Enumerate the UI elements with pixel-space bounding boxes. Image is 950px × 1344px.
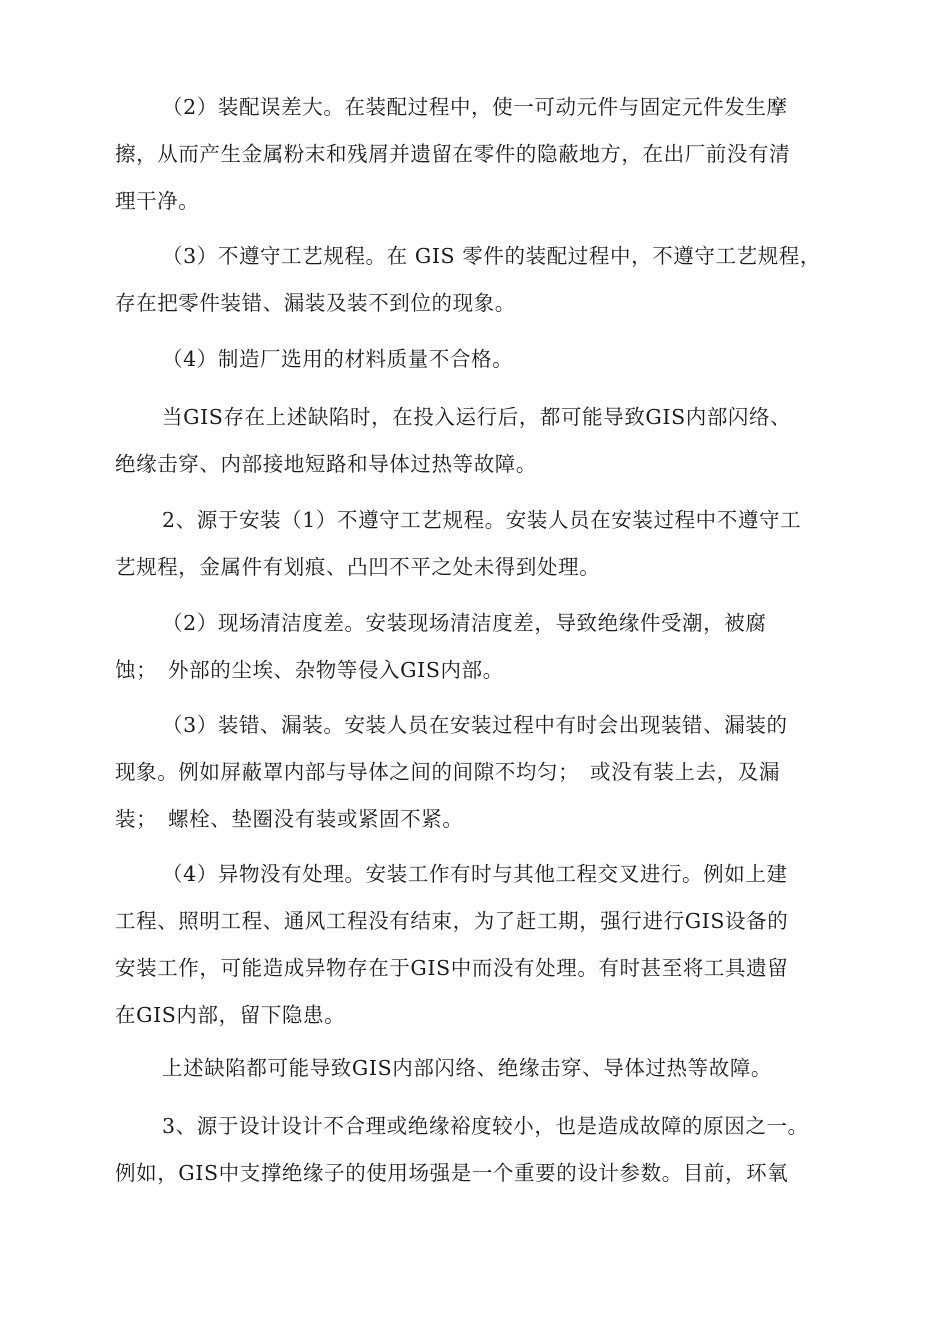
text-line: （2）现场清洁度差。安装现场清洁度差，导致绝缘件受潮，被腐: [162, 611, 767, 635]
paragraph-process-violation: [115, 233, 835, 327]
text-line: 绝缘击穿、内部接地短路和导体过热等故障。: [115, 452, 537, 476]
text-line: （2）装配误差大。在装配过程中，使一可动元件与固定元件发生摩: [162, 95, 788, 119]
text-line: 上述缺陷都可能导致GIS内部闪络、绝缘击穿、导体过热等故障。: [162, 1056, 773, 1080]
text-line: （3）不遵守工艺规程。在 GIS 零件的装配过程中，不遵守工艺规程，: [162, 244, 821, 268]
paragraph-misassembly: [115, 702, 835, 843]
text-line: 擦，从而产生金属粉末和残屑并遗留在零件的隐蔽地方，在出厂前没有清: [115, 142, 791, 166]
paragraph-site-cleanliness: [115, 600, 835, 694]
paragraph-foreign-objects: [115, 851, 835, 1039]
text-line: 工程、照明工程、通风工程没有结束，为了赶工期，强行进行GIS设备的: [115, 909, 789, 933]
paragraph-assembly-error: [115, 84, 835, 225]
text-line: 理干净。: [115, 189, 200, 213]
text-line: （3）装错、漏装。安装人员在安装过程中有时会出现装错、漏装的: [162, 713, 788, 737]
text-line: 例如，GIS中支撑绝缘子的使用场强是一个重要的设计参数。目前，环氧: [115, 1161, 789, 1185]
text-line: 存在把零件装错、漏装及装不到位的现象。: [115, 291, 516, 315]
text-line: 安装工作，可能造成异物存在于GIS中而没有处理。有时甚至将工具遗留: [115, 956, 789, 980]
paragraph-design-source: [115, 1103, 835, 1197]
text-line: （4）异物没有处理。安装工作有时与其他工程交叉进行。例如上建: [162, 862, 788, 886]
text-line: 2、源于安装（1）不遵守工艺规程。安装人员在安装过程中不遵守工: [162, 508, 802, 532]
text-line: 现象。例如屏蔽罩内部与导体之间的间隙不均匀； 或没有装上去，及漏: [115, 760, 780, 784]
paragraph-installation-source: [115, 497, 835, 591]
text-line: 装； 螺栓、垫圈没有装或紧固不紧。: [115, 807, 464, 831]
paragraph-installation-consequence: [115, 1045, 835, 1092]
text-line: （4）制造厂选用的材料质量不合格。: [162, 347, 514, 371]
text-line: 当GIS存在上述缺陷时，在投入运行后，都可能导致GIS内部闪络、: [162, 405, 792, 429]
text-line: 蚀； 外部的尘埃、杂物等侵入GIS内部。: [115, 658, 504, 682]
text-line: 在GIS内部，留下隐患。: [115, 1003, 346, 1027]
text-line: 3、源于设计设计不合理或绝缘裕度较小，也是造成故障的原因之一。: [162, 1114, 809, 1138]
paragraph-defect-consequence: [115, 394, 835, 488]
text-line: 艺规程，金属件有划痕、凸凹不平之处未得到处理。: [115, 555, 601, 579]
paragraph-material-quality: [115, 336, 835, 383]
